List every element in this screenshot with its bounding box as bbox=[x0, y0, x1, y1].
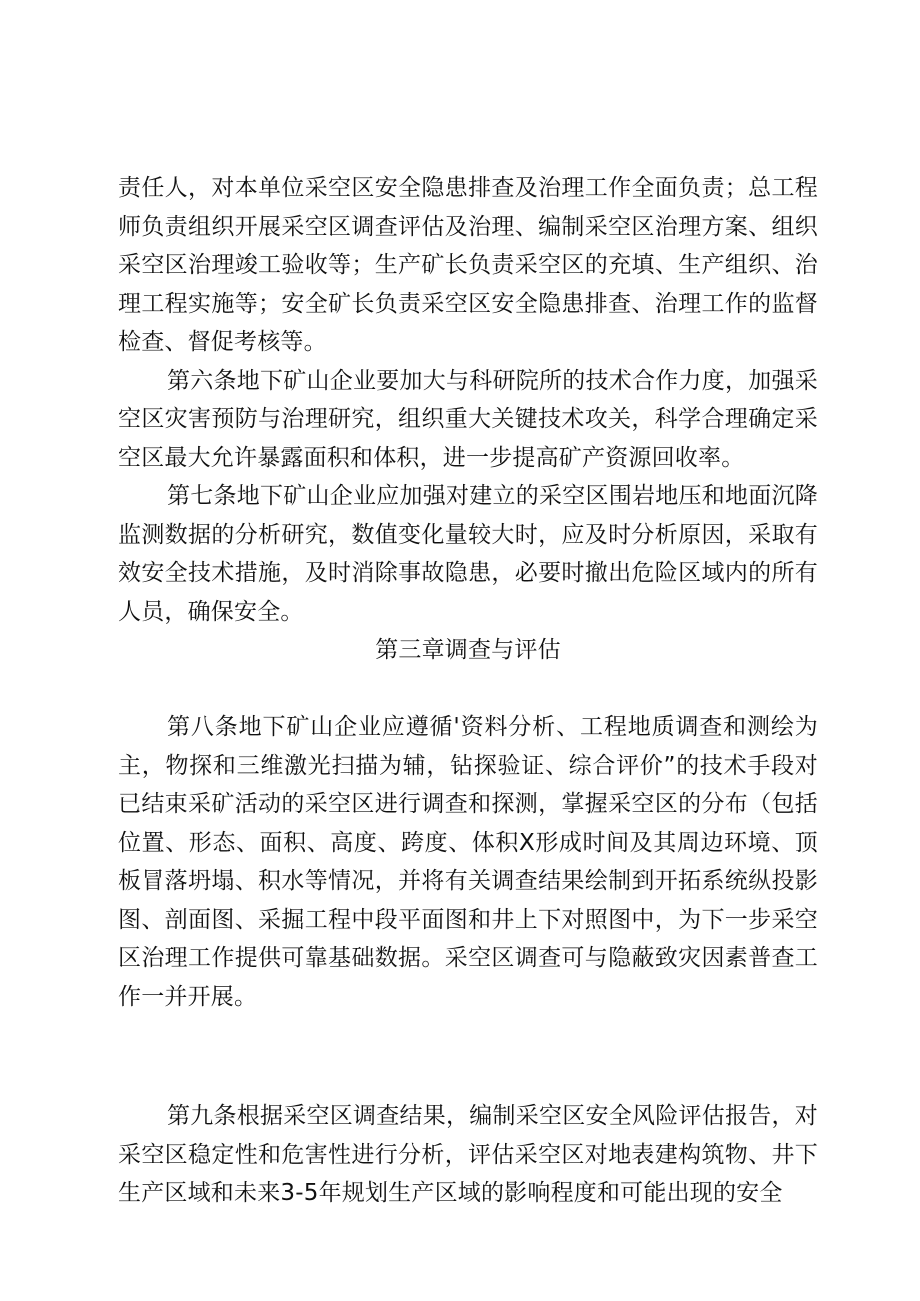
text-block-upper bbox=[118, 169, 818, 670]
text-block-middle bbox=[118, 708, 818, 1016]
chapter-heading: 第三章调查与评估 bbox=[375, 637, 561, 663]
paragraph-article-9: 第九条根据采空区调查结果，编制采空区安全风险评估报告，对采空区稳定性和危害性进行分析，评估采空区对地表建构筑物、井下生产区域和未来3-5年规划生产区域的影响程度和可能出现的安全 bbox=[118, 1103, 818, 1206]
paragraph-article-7: 第七条地下矿山企业应加强对建立的采空区围岩地压和地面沉降监测数据的分析研究，数值变化量较大时，应及时分析原因，采取有效安全技术措施，及时消除事故隐患，必要时撤出危险区域内的所有人员，确保安全。 bbox=[118, 483, 818, 625]
paragraph-article-8: 第八条地下矿山企业应遵循'资料分析、工程地质调查和测绘为主，物探和三维激光扫描为辅，钻探验证、综合评价”的技术手段对已结束采矿活动的采空区进行调查和探测，掌握采空区的分布（包括位置、形态、面积、高度、跨度、体积X形成时间及其周边环境、顶板冒落坍塌、积水等情况，并将有关调查结果绘制到开拓系统纵投影图、剖面图、采掘工程中段平面图和井上下对照图中，为下一步采空区治理工作提供可靠基础数据。采空区调查可与隐蔽致灾因素普查工作一并开展。 bbox=[118, 714, 818, 1010]
paragraph-responsibilities: 责任人，对本单位采空区安全隐患排查及治理工作全面负责；总工程师负责组织开展采空区调查评估及治理、编制采空区治理方案、组织采空区治理竣工验收等；生产矿长负责采空区的充填、生产组织、治理工程实施等；安全矿长负责采空区安全隐患排查、治理工作的监督检查、督促考核等。 bbox=[118, 175, 818, 355]
paragraph-article-6: 第六条地下矿山企业要加大与科研院所的技术合作力度，加强采空区灾害预防与治理研究，组织重大关键技术攻关，科学合理确定采空区最大允许暴露面积和体积，进一步提高矿产资源回收率。 bbox=[118, 367, 818, 471]
text-block-lower bbox=[118, 1097, 818, 1213]
